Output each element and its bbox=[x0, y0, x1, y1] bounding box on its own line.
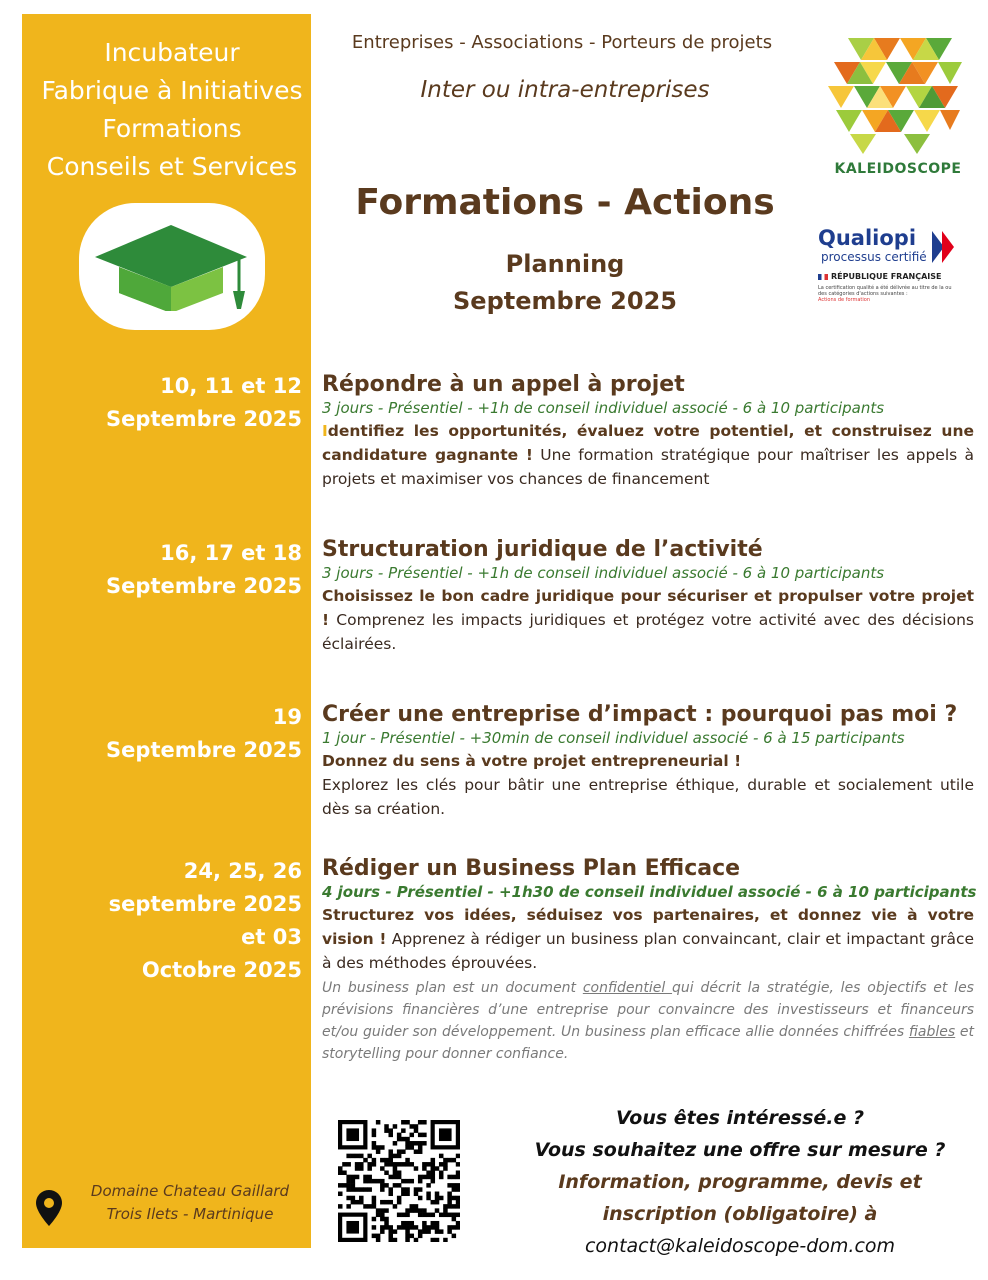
note-part-b: qui décrit la stratégie, les objectifs et les prévisions financières d’une entreprise pour convaincre des investisseurs et financeurs et/ou guider son développement. Un business plan efficace allie données chiffrées bbox=[322, 980, 974, 1040]
session-2-hook: Choisissez le bon cadre juridique pour sécuriser et propulser votre projet ! bbox=[322, 587, 974, 629]
session-2-date-month: Septembre 2025 bbox=[106, 574, 302, 598]
planning-label: Planning bbox=[505, 250, 625, 278]
note-part-a: Un business plan est un document bbox=[322, 980, 583, 996]
session-4-date-extra: et 03 bbox=[241, 925, 302, 949]
address-line-2: Trois Ilets - Martinique bbox=[106, 1205, 274, 1223]
session-1-meta: 3 jours - Présentiel - +1h de conseil individuel associé - 6 à 10 participants bbox=[322, 399, 885, 417]
session-4-description: Apprenez à rédiger un business plan convaincant, clair et impactant grâce à des méthodes éprouvées. bbox=[322, 930, 974, 972]
session-1 bbox=[322, 372, 974, 491]
session-2-date-days: 16, 17 et 18 bbox=[160, 541, 302, 565]
qualiopi-sub: processus certifié bbox=[821, 250, 927, 264]
session-1-dates bbox=[106, 370, 302, 436]
session-4-hook: Structurez vos idées, séduisez vos partenaires, et donnez vie à votre vision ! bbox=[322, 906, 974, 948]
qualiopi-republic-text: RÉPUBLIQUE FRANÇAISE bbox=[831, 272, 942, 281]
session-4-dates bbox=[109, 855, 302, 987]
qr-code-icon bbox=[338, 1120, 460, 1242]
graduation-cap-badge bbox=[79, 203, 265, 330]
planning-period: Septembre 2025 bbox=[453, 287, 677, 315]
session-4-note bbox=[322, 977, 974, 1065]
services-list bbox=[22, 34, 322, 186]
session-4-date-days: 24, 25, 26 bbox=[183, 859, 302, 883]
planning-heading bbox=[322, 246, 808, 320]
kaleidoscope-logo bbox=[826, 36, 966, 158]
session-3-date-month: Septembre 2025 bbox=[106, 738, 302, 762]
service-incubateur: Incubateur bbox=[104, 38, 240, 67]
contact-line-1: Vous êtes intéressé.e ? bbox=[615, 1107, 865, 1129]
address-line-1: Domaine Chateau Gaillard bbox=[90, 1182, 290, 1200]
session-2-title: Structuration juridique de l’activité bbox=[322, 537, 763, 562]
page-title: Formations - Actions bbox=[355, 182, 775, 223]
session-4-date-month: septembre 2025 bbox=[108, 892, 302, 916]
session-4-meta: 4 jours - Présentiel - +1h30 de conseil individuel associé - 6 à 10 participants bbox=[322, 883, 977, 901]
qualiopi-badge bbox=[818, 226, 968, 303]
note-part-c: et storytelling pour donner confiance. bbox=[322, 1024, 974, 1062]
session-4-title: Rédiger un Business Plan Efficace bbox=[322, 856, 741, 881]
session-2-body bbox=[322, 584, 974, 656]
session-4 bbox=[322, 856, 977, 1065]
contact-line-2: Vous souhaitez une offre sur mesure ? bbox=[534, 1139, 946, 1161]
qualiopi-note-text: La certification qualité a été délivrée au titre de la ou des catégories d'actions suivantes : bbox=[818, 285, 952, 297]
graduation-cap-icon bbox=[89, 221, 255, 311]
session-3-title: Créer une entreprise d’impact : pourquoi pas moi ? bbox=[322, 702, 958, 727]
service-fabrique: Fabrique à Initiatives bbox=[41, 76, 303, 105]
session-3 bbox=[322, 702, 974, 821]
session-1-title: Répondre à un appel à projet bbox=[322, 372, 685, 397]
session-2-description: Comprenez les impacts juridiques et protégez votre activité avec des décisions éclairées. bbox=[322, 611, 974, 653]
qualiopi-arrows-icon bbox=[932, 231, 954, 263]
session-3-description: Explorez les clés pour bâtir une entreprise éthique, durable et socialement utile dès sa création. bbox=[322, 776, 974, 818]
session-1-body bbox=[322, 419, 974, 491]
session-1-date-month: Septembre 2025 bbox=[106, 407, 302, 431]
location-pin-icon bbox=[36, 1190, 62, 1226]
session-2 bbox=[322, 537, 974, 656]
mode-line: Inter ou intra-entreprises bbox=[420, 77, 710, 103]
service-formations: Formations bbox=[102, 114, 242, 143]
note-fiables: fiables bbox=[908, 1024, 956, 1040]
note-confidentiel: confidentiel bbox=[582, 980, 673, 996]
contact-line-4: inscription (obligatoire) à bbox=[602, 1203, 878, 1225]
brand-name: KALEIDOSCOPE bbox=[834, 161, 962, 177]
session-1-hook: dentifiez les opportunités, évaluez votre potentiel, et construisez une candidature gagnante ! bbox=[322, 422, 974, 464]
contact-block bbox=[520, 1102, 960, 1262]
qualiopi-note-category: Actions de formation bbox=[818, 297, 870, 303]
contact-email[interactable]: contact@kaleidoscope-dom.com bbox=[584, 1235, 896, 1257]
session-1-dropcap: I bbox=[322, 422, 328, 440]
session-3-body bbox=[322, 749, 974, 821]
session-3-hook: Donnez du sens à votre projet entrepreneurial ! bbox=[322, 752, 742, 770]
qualiopi-note bbox=[818, 285, 958, 303]
french-flag-icon bbox=[818, 274, 828, 280]
session-1-date-days: 10, 11 et 12 bbox=[160, 374, 302, 398]
session-3-dates bbox=[106, 701, 302, 767]
service-conseils: Conseils et Services bbox=[46, 152, 298, 181]
session-3-date-days: 19 bbox=[272, 705, 302, 729]
qualiopi-republic bbox=[818, 272, 968, 281]
audience-line: Entreprises - Associations - Porteurs de projets bbox=[351, 32, 773, 53]
session-4-date-month2: Octobre 2025 bbox=[141, 958, 302, 982]
contact-line-3: Information, programme, devis et bbox=[558, 1171, 922, 1193]
session-2-meta: 3 jours - Présentiel - +1h de conseil individuel associé - 6 à 10 participants bbox=[322, 564, 885, 582]
session-4-body bbox=[322, 903, 974, 975]
session-3-meta: 1 jour - Présentiel - +30min de conseil individuel associé - 6 à 15 participants bbox=[322, 729, 905, 747]
session-1-description: Une formation stratégique pour maîtriser les appels à projets et maximiser vos chances de financement bbox=[322, 446, 974, 488]
address bbox=[80, 1180, 300, 1226]
sidebar-band bbox=[22, 14, 311, 1248]
qualiopi-name: Qualiopi bbox=[818, 226, 917, 250]
session-2-dates bbox=[106, 537, 302, 603]
